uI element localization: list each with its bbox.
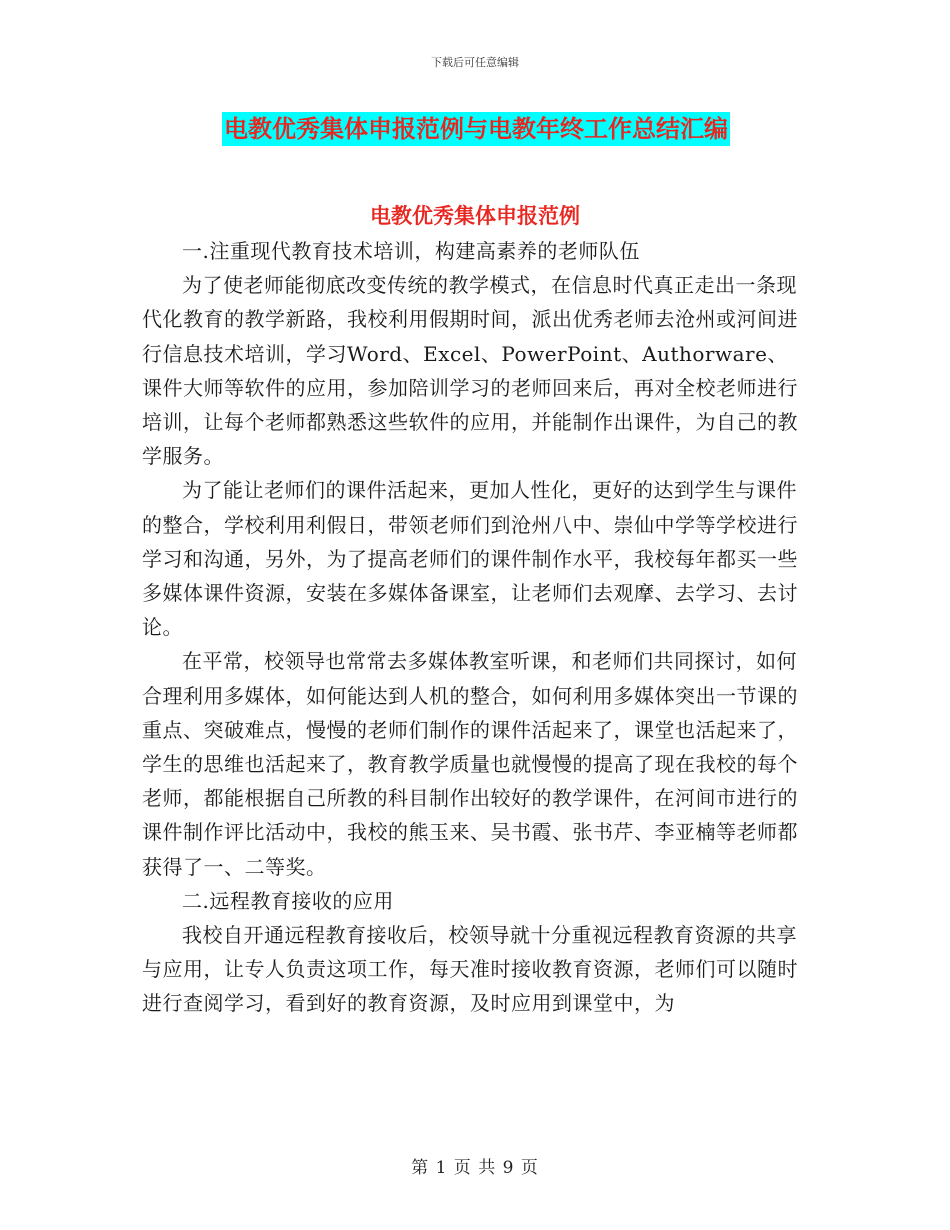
paragraph-heading-2: 二.远程教育接收的应用 bbox=[182, 888, 394, 913]
paragraph: 在平常，校领导也常常去多媒体教室听课，和老师们共同探讨，如何合理利用多媒体，如何能达到人机的整合，如何利用多媒体突出一节课的重点、突破难点，慢慢的老师们制作的课件活起来了，课堂也活起来了，学生的思维也活起来了，教育教学质量也就慢慢的提高了现在我校的每个老师，都能根据自己所教的科目制作出较好的教学课件，在河间市进行的课件制作评比活动中，我校的熊玉来、吴书霞、张书芹、李亚楠等老师都获得了一、二等奖。 bbox=[142, 649, 798, 879]
paragraph: 为了使老师能彻底改变传统的教学模式，在信息时代真正走出一条现代化教育的教学新路，我校利用假期时间，派出优秀老师去沧州或河间进行信息技术培训，学习Word、Excel、PowerPoint、Authorware、课件大师等软件的应用，参加陪训学习的老师回来后，再对全校老师进行培训，让每个老师都熟悉这些软件的应用，并能制作出课件，为自己的教学服务。 bbox=[142, 273, 798, 469]
page-footer: 第 1 页 共 9 页 bbox=[411, 1158, 539, 1178]
paragraph-heading-1: 一.注重现代教育技术培训，构建高素养的老师队伍 bbox=[182, 239, 640, 263]
paragraph: 我校自开通远程教育接收后，校领导就十分重视远程教育资源的共享与应用，让专人负责这项工作，每天准时接收教育资源，老师们可以随时进行查阅学习，看到好的教育资源，及时应用到课堂中，为 bbox=[142, 923, 798, 1016]
paragraph: 为了能让老师们的课件活起来，更加人性化，更好的达到学生与课件的整合，学校利用利假日，带领老师们到沧州八中、崇仙中学等学校进行学习和沟通，另外，为了提高老师们的课件制作水平，我校每年都买一些多媒体课件资源，安装在多媒体备课室，让老师们去观摩、去学习、去讨论。 bbox=[142, 478, 798, 640]
header-note: 下载后可任意编辑 bbox=[431, 56, 519, 69]
document-title: 电教优秀集体申报范例与电教年终工作总结汇编 bbox=[222, 112, 730, 146]
document-body bbox=[142, 234, 808, 1021]
section-title: 电教优秀集体申报范例 bbox=[370, 204, 580, 228]
